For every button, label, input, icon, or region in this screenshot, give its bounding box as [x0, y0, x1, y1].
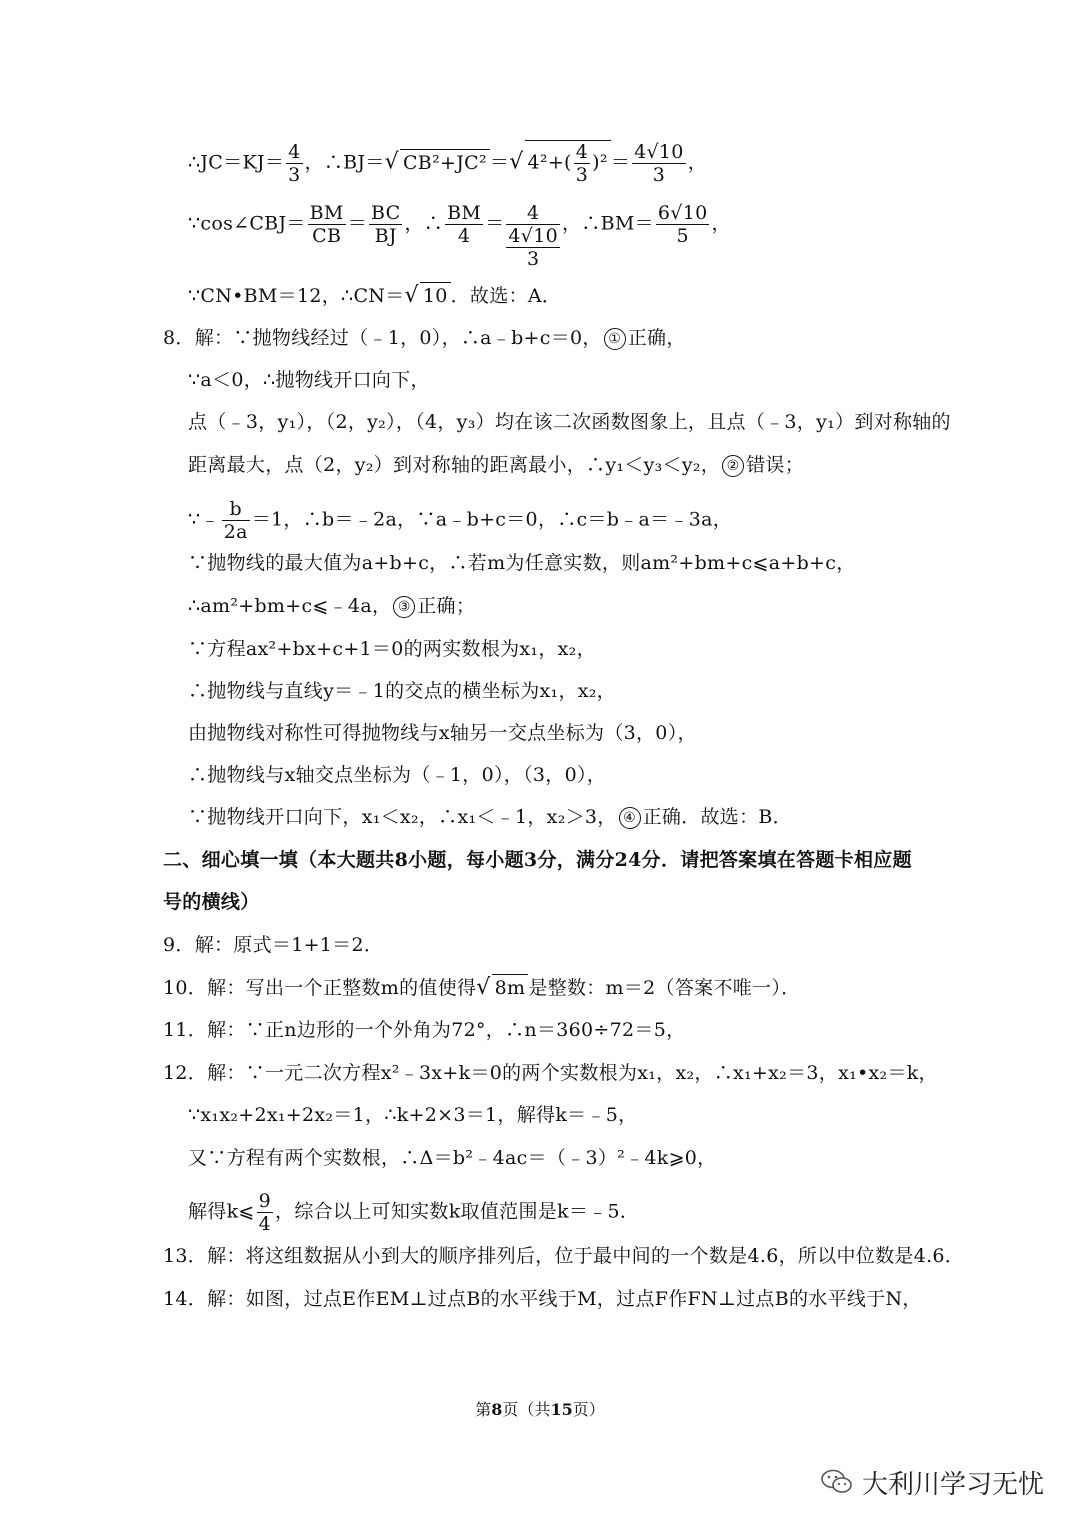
footer-middle: 页（共	[502, 1400, 551, 1419]
circled-number: ③	[393, 596, 415, 618]
solution-line: 13．解：将这组数据从小到大的顺序排列后，位于最中间的一个数是4.6，所以中位数是4.6．	[163, 1245, 965, 1267]
text-segment: 正确．故选：B．	[642, 806, 792, 828]
text-segment: ∵抛物线开口向下，x₁＜x₂，∴x₁＜﹣1，x₂＞3，	[188, 806, 617, 828]
wechat-icon	[820, 1468, 854, 1496]
solution-line: 又∵方程有两个实数根，∴Δ＝b²﹣4ac＝（﹣3）²﹣4k⩾0，	[188, 1147, 717, 1169]
solution-line: 12．解：∵一元二次方程x²﹣3x+k＝0的两个实数根为x₁，x₂，∴x₁+x₂＝3，x₁•x₂＝k，	[163, 1062, 938, 1084]
text-segment: ，∴BJ＝	[304, 151, 385, 174]
text-segment: 错误；	[746, 454, 804, 476]
total-pages: 15	[550, 1400, 573, 1419]
text-segment: 解得k⩽	[188, 1200, 255, 1223]
text-segment: ，	[687, 151, 708, 174]
solution-line	[188, 140, 707, 186]
solution-line: ∵x₁x₂+2x₁+2x₂＝1，∴k+2×3＝1，解得k＝﹣5，	[188, 1104, 638, 1126]
solution-line: 由抛物线对称性可得抛物线与x轴另一交点坐标为（3，0），	[188, 722, 697, 744]
solution-line: 点（﹣3，y₁），（2，y₂），（4，y₃）均在该二次函数图象上，且点（﹣3，y₁）到对称轴的	[188, 411, 951, 433]
radical-sign: √	[476, 975, 491, 1000]
denominator: CB	[312, 225, 342, 247]
section-heading: 号的横线）	[163, 891, 260, 913]
fraction	[308, 202, 346, 247]
text-segment: ＝	[610, 151, 631, 174]
footer-suffix: 页）	[572, 1400, 605, 1419]
fraction	[574, 141, 590, 186]
numerator: 4	[506, 202, 560, 225]
radicand-part: )²	[592, 151, 608, 174]
text-segment: ∴am²+bm+c⩽﹣4a，	[188, 595, 392, 617]
radicand: CB²+JC²	[400, 149, 490, 176]
numerator: 4	[575, 141, 589, 163]
numerator: 9	[258, 1190, 272, 1212]
numerator: 4	[288, 141, 301, 163]
solution-line	[188, 593, 475, 619]
solution-line: ∴抛物线与x轴交点坐标为（﹣1，0），（3，0），	[188, 764, 607, 786]
denominator: 4	[258, 1213, 272, 1235]
denominator: 3	[652, 164, 666, 186]
watermark-text: 大利川学习无忧	[862, 1469, 1045, 1500]
text-segment: ∵CN•BM＝12，∴CN＝	[188, 285, 405, 307]
text-segment: ，∴	[404, 212, 444, 235]
radicand: 10	[420, 282, 451, 309]
solution-line: 11．解：∵正n边形的一个外角为72°，∴n＝360÷72＝5，	[163, 1019, 686, 1041]
numerator: BC	[371, 202, 401, 224]
fraction	[257, 1190, 273, 1235]
section-heading: 二、细心填一填（本大题共8小题，每小题3分，满分24分．请把答案填在答题卡相应题	[163, 849, 912, 871]
denominator: 2a	[223, 521, 248, 543]
solution-line: ∴抛物线与直线y＝﹣1的交点的横坐标为x₁，x₂，	[188, 680, 616, 702]
radicand-part: 4²+(	[527, 151, 572, 174]
page-number: 8	[491, 1400, 503, 1419]
solution-line	[188, 202, 731, 270]
solution-line	[188, 452, 804, 478]
radicand: 8m	[492, 974, 529, 1001]
solution-line: ∵方程ax²+bx+c+1＝0的两实数根为x₁，x₂，	[188, 638, 596, 660]
solution-line	[188, 282, 561, 309]
solution-line: 14．解：如图，过点E作EM⊥过点B的水平线于M，过点F作FN⊥过点B的水平线于N，	[163, 1288, 922, 1310]
fraction	[632, 141, 686, 186]
text-segment: ∴JC＝KJ＝	[188, 151, 285, 174]
text-segment: 距离最大，点（2，y₂）到对称轴的距离最小，∴y₁＜y₃＜y₂，	[188, 454, 721, 476]
text-segment: 10．解：写出一个正整数m的值使得	[163, 977, 477, 999]
solution-line	[163, 325, 686, 351]
compound-fraction	[506, 202, 560, 270]
text-segment: ∵cos∠CBJ＝	[188, 212, 306, 235]
text-segment: ．故选：A．	[450, 285, 562, 307]
solution-line	[188, 498, 732, 543]
inner-numerator: 4√10	[508, 225, 558, 247]
page-footer	[0, 1397, 1080, 1420]
numerator: BM	[309, 202, 344, 224]
text-segment: 正确；	[417, 595, 476, 617]
radical-sign: √	[404, 283, 419, 308]
denominator: 5	[676, 225, 689, 247]
fraction	[369, 202, 402, 247]
solution-line: 9．解：原式＝1+1＝2．	[163, 934, 384, 956]
text-segment: ，∴BM＝	[561, 212, 654, 235]
text-segment: 8．解：∵抛物线经过（﹣1，0），∴a﹣b+c＝0，	[163, 327, 602, 349]
inner-denominator: 3	[527, 248, 540, 270]
fraction	[286, 141, 302, 186]
fraction	[222, 498, 250, 543]
footer-prefix: 第	[475, 1400, 492, 1419]
numerator: b	[222, 498, 250, 521]
solution-line	[188, 1190, 639, 1235]
fraction	[445, 202, 483, 247]
denominator: 3	[575, 164, 589, 186]
solution-line: ∵抛物线的最大值为a+b+c，∴若m为任意实数，则am²+bm+c⩽a+b+c，	[188, 552, 856, 574]
denominator: 4	[457, 225, 471, 247]
denominator: 3	[288, 164, 301, 186]
radical-sign: √	[509, 149, 524, 175]
text-segment: 是整数：m＝2（答案不唯一）．	[528, 977, 801, 999]
numerator: BM	[447, 202, 482, 224]
numerator: 6√10	[657, 202, 708, 224]
solution-line	[188, 804, 792, 830]
text-segment: ＝	[489, 151, 510, 174]
text-segment: ＝1，∴b＝﹣2a，∵a﹣b+c＝0，∴c＝b﹣a＝﹣3a，	[251, 508, 733, 531]
radicand	[525, 140, 611, 186]
radical-sign: √	[384, 149, 399, 175]
circled-number: ②	[722, 455, 744, 477]
denominator: BJ	[374, 225, 397, 247]
circled-number: ④	[619, 807, 641, 829]
circled-number: ①	[604, 328, 626, 350]
text-segment: ＝	[485, 212, 505, 235]
text-segment: ，综合以上可知实数k取值范围是k＝﹣5．	[275, 1200, 640, 1223]
text-segment: ∵﹣	[188, 508, 220, 531]
numerator: 4√10	[634, 141, 684, 163]
text-segment: 正确，	[627, 327, 686, 349]
fraction	[656, 202, 710, 247]
text-segment: ，	[711, 212, 731, 235]
text-segment: ＝	[347, 212, 367, 235]
watermark	[820, 1462, 1044, 1502]
solution-line	[163, 974, 800, 1001]
solution-line: ∵a＜0，∴抛物线开口向下，	[188, 369, 430, 391]
